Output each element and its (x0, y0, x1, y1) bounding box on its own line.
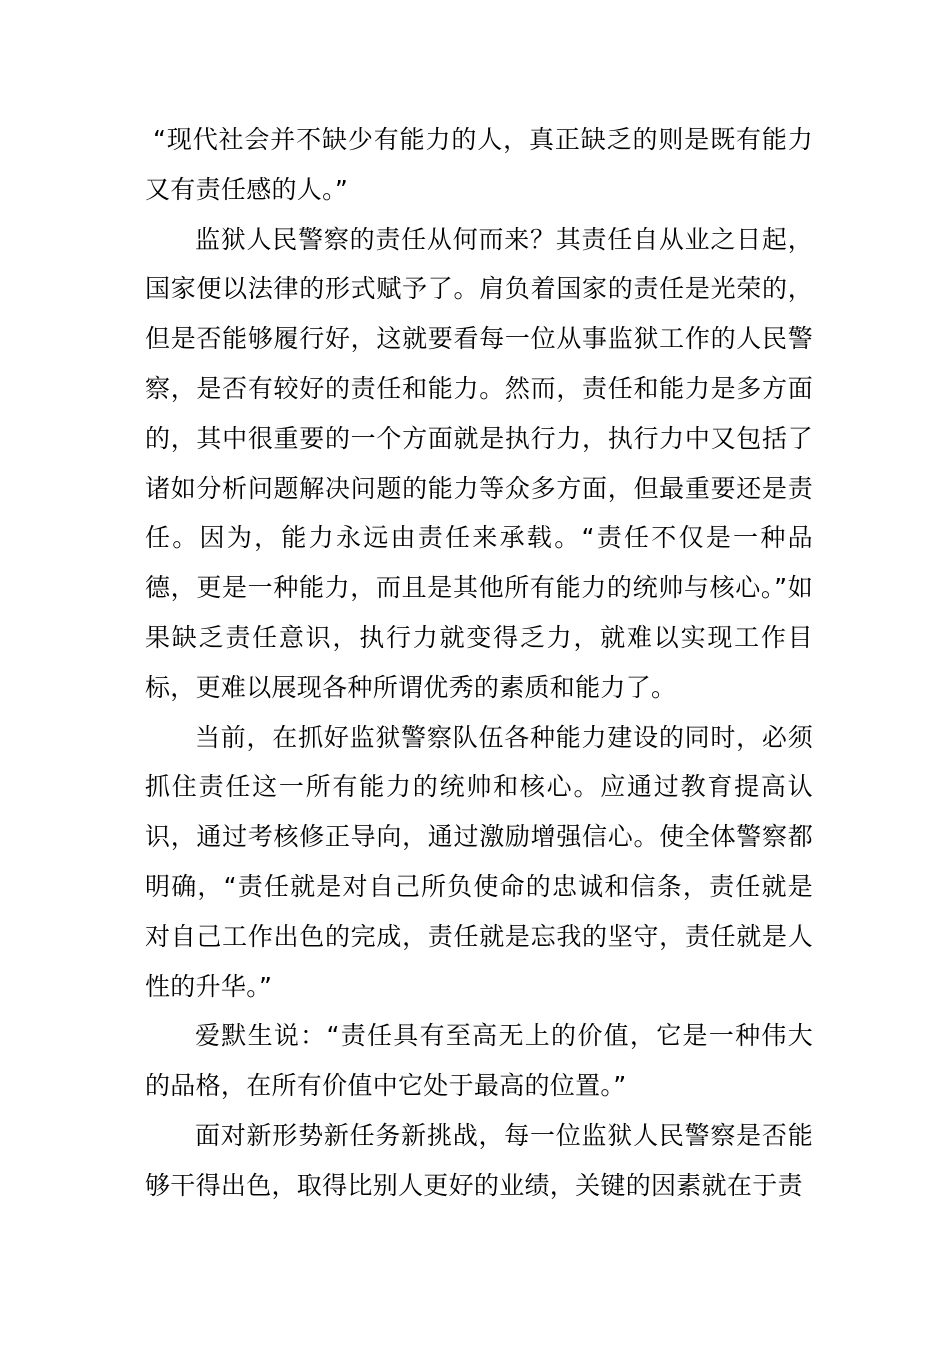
paragraph-quote: “现代社会并不缺少有能力的人，真正缺乏的则是既有能力又有责任感的人。” (145, 125, 813, 204)
paragraph-current-tasks: 当前，在抓好监狱警察队伍各种能力建设的同时，必须抓住责任这一所有能力的统帅和核心。应通过教育提高认识，通过考核修正导向，通过激励增强信心。使全体警察都明确，“责任就是对自己所负使命的忠诚和信条，责任就是对自己工作出色的完成，责任就是忘我的坚守，责任就是人性的升华。” (145, 722, 813, 1001)
paragraph-responsibility-origin: 监狱人民警察的责任从何而来？其责任自从业之日起，国家便以法律的形式赋予了。肩负着国家的责任是光荣的，但是否能够履行好，这就要看每一位从事监狱工作的人民警察，是否有较好的责任和能力。然而，责任和能力是多方面的，其中很重要的一个方面就是执行力，执行力中又包括了诸如分析问题解决问题的能力等众多方面，但最重要还是责任。因为，能力永远由责任来承载。“责任不仅是一种品德，更是一种能力，而且是其他所有能力的统帅与核心。”如果缺乏责任意识，执行力就变得乏力，就难以实现工作目标，更难以展现各种所谓优秀的素质和能力了。 (145, 224, 813, 702)
paragraph-new-challenges: 面对新形势新任务新挑战，每一位监狱人民警察是否能够干得出色，取得比别人更好的业绩，关键的因素就在于责 (145, 1120, 813, 1200)
paragraph-emerson-quote: 爱默生说：“责任具有至高无上的价值，它是一种伟大的品格，在所有价值中它处于最高的位置。” (145, 1021, 813, 1101)
document-body (145, 115, 813, 1211)
